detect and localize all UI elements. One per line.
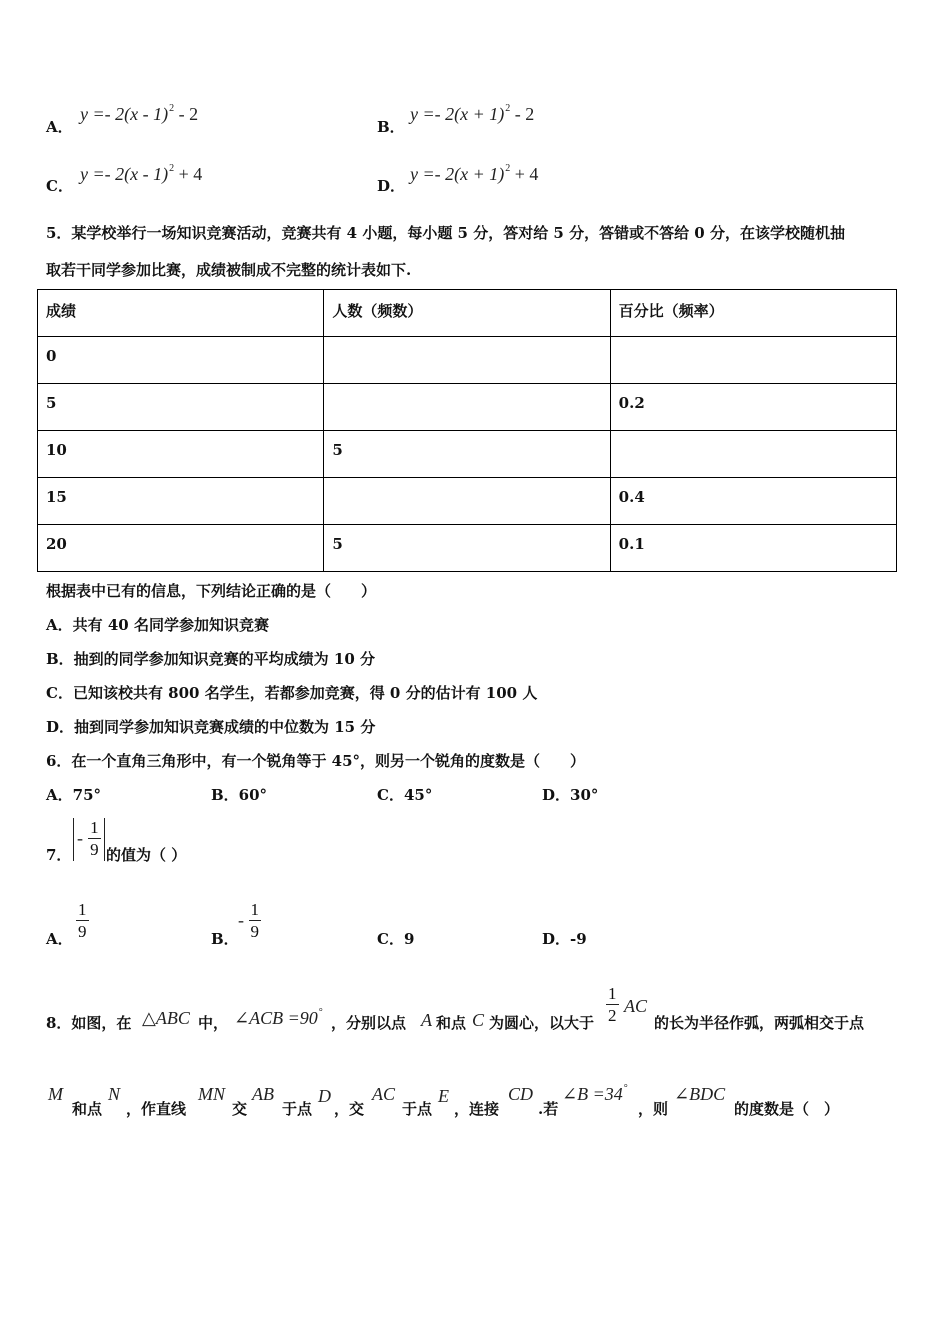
- table-row: [38, 337, 897, 384]
- table-row: [38, 384, 897, 431]
- q5-option-d[interactable]: D．抽到同学参加知识竞赛成绩的中位数为 15 分: [46, 718, 376, 736]
- q4-option-c-expr: y =- 2(x - 1)$^2$ + 4: [80, 163, 203, 184]
- q8-segment-ac-2: AC: [372, 1084, 396, 1104]
- q6-option-a[interactable]: A．75°: [46, 786, 102, 804]
- q7-option-b-label[interactable]: B．: [211, 930, 239, 948]
- q7-option-a-label[interactable]: A．: [46, 930, 73, 948]
- q8-text-13: ，连接: [454, 1100, 500, 1118]
- q8-text-1: 8．如图，在: [46, 1014, 132, 1032]
- table-cell: 5: [324, 431, 610, 478]
- table-cell: [324, 337, 610, 384]
- q8-text-11: ，交: [334, 1100, 365, 1118]
- q5-option-b[interactable]: B．抽到的同学参加知识竞赛的平均成绩为 10 分: [46, 650, 375, 668]
- q6-option-b[interactable]: B．60°: [211, 786, 268, 804]
- q8-segment-ab: AB: [252, 1084, 274, 1104]
- table-header: 成绩: [38, 290, 324, 337]
- q8-point-n: N: [108, 1084, 121, 1104]
- q8-angle-b: ∠B =34°: [562, 1083, 628, 1104]
- q4-option-a-expr: y =- 2(x - 1)$^2$ - 2: [80, 103, 199, 124]
- q8-point-a: A: [421, 1010, 432, 1030]
- q8-text-15: ，则: [638, 1100, 669, 1118]
- table-cell: 15: [38, 478, 324, 525]
- table-cell: 0: [38, 337, 324, 384]
- q8-text-2: 中，: [198, 1014, 229, 1032]
- q8-angle-acb: ∠ACB =90°: [234, 1007, 323, 1028]
- q5-option-c[interactable]: C．已知该校共有 800 名学生，若都参加竞赛，得 0 分的估计有 100 人: [46, 684, 538, 702]
- q5-stem-line1: 5．某学校举行一场知识竞赛活动，竞赛共有 4 小题，每小题 5 分，答对给 5 分，答错或不答给 0 分，在该学校随机抽: [46, 224, 845, 242]
- table-cell: 10: [38, 431, 324, 478]
- q8-point-m: M: [48, 1084, 63, 1104]
- q7-option-c[interactable]: C．9: [377, 930, 415, 948]
- table-cell: [324, 478, 610, 525]
- q8-segment-cd: CD: [508, 1084, 534, 1104]
- q8-text-12: 于点: [402, 1100, 433, 1118]
- q8-text-10: 于点: [282, 1100, 313, 1118]
- q8-text-6: 的长为半径作弧，两弧相交于点: [654, 1014, 865, 1032]
- q8-point-d: D: [318, 1086, 331, 1106]
- score-table: [37, 289, 897, 572]
- q4-option-b-label: B．: [377, 118, 405, 136]
- q6-stem: 6．在一个直角三角形中，有一个锐角等于 45°，则另一个锐角的度数是（ ）: [46, 752, 586, 770]
- q8-text-8: ，作直线: [126, 1100, 187, 1118]
- q5-option-a[interactable]: A．共有 40 名同学参加知识竞赛: [46, 616, 269, 634]
- q6-option-c[interactable]: C．45°: [377, 786, 433, 804]
- q8-text-4: 和点: [436, 1014, 467, 1032]
- q8-text-9: 交: [232, 1100, 248, 1118]
- q7-option-a-fraction: $\frac{1}{9}$: [78, 900, 87, 941]
- q8-text-16: 的度数是（ ）: [734, 1100, 840, 1118]
- q8-triangle-abc: △ABC: [142, 1008, 190, 1028]
- table-header: 人数（频数）: [324, 290, 610, 337]
- q8-point-e: E: [438, 1086, 449, 1106]
- table-row: [38, 478, 897, 525]
- q8-text-3: ，分别以点: [331, 1014, 407, 1032]
- table-cell: 0.1: [610, 525, 896, 572]
- q7-fraction: $\frac{1}{9}$: [90, 818, 99, 859]
- q8-angle-bdc: ∠BDC: [674, 1084, 726, 1104]
- q5-stem-line2: 取若干同学参加比赛，成绩被制成不完整的统计表如下.: [46, 261, 412, 279]
- table-header-row: [38, 290, 897, 337]
- q4-option-c-label: C．: [46, 177, 73, 195]
- table-cell: 0.4: [610, 478, 896, 525]
- q8-line-mn: MN: [198, 1084, 225, 1104]
- q4-option-a-label: A．: [46, 118, 73, 136]
- table-header: 百分比（频率）: [610, 290, 896, 337]
- q7-abs-expression: - $\frac{1}{9}$: [73, 818, 105, 861]
- table-cell: [610, 337, 896, 384]
- q5-question: 根据表中已有的信息，下列结论正确的是（ ）: [46, 582, 377, 600]
- q8-half-fraction: $\frac{1}{2}$: [608, 984, 617, 1025]
- table-cell: [610, 431, 896, 478]
- table-row: [38, 431, 897, 478]
- q8-point-c: C: [472, 1010, 485, 1030]
- table-row: [38, 525, 897, 572]
- q8-segment-ac: AC: [624, 996, 648, 1016]
- table-cell: 5: [324, 525, 610, 572]
- q7-number: 7．: [46, 846, 72, 864]
- q7-option-d[interactable]: D．-9: [542, 930, 587, 948]
- table-cell: 5: [38, 384, 324, 431]
- q8-text-5: 为圆心，以大于: [489, 1014, 595, 1032]
- q4-option-b-expr: $y =- 2(x + 1)^2 - 2$: [410, 103, 535, 124]
- table-cell: [324, 384, 610, 431]
- q8-text-7: 和点: [72, 1100, 103, 1118]
- q7-tail: 的值为（ ）: [106, 846, 187, 864]
- q4-option-d-label: D．: [377, 177, 406, 195]
- q8-text-14: .若: [538, 1100, 559, 1118]
- q6-option-d[interactable]: D．30°: [542, 786, 599, 804]
- q4-option-d-expr: $y =- 2(x + 1)^2 + 4$: [410, 163, 539, 184]
- q7-option-b-fraction: - $\frac{1}{9}$: [238, 900, 259, 941]
- table-cell: 20: [38, 525, 324, 572]
- table-cell: 0.2: [610, 384, 896, 431]
